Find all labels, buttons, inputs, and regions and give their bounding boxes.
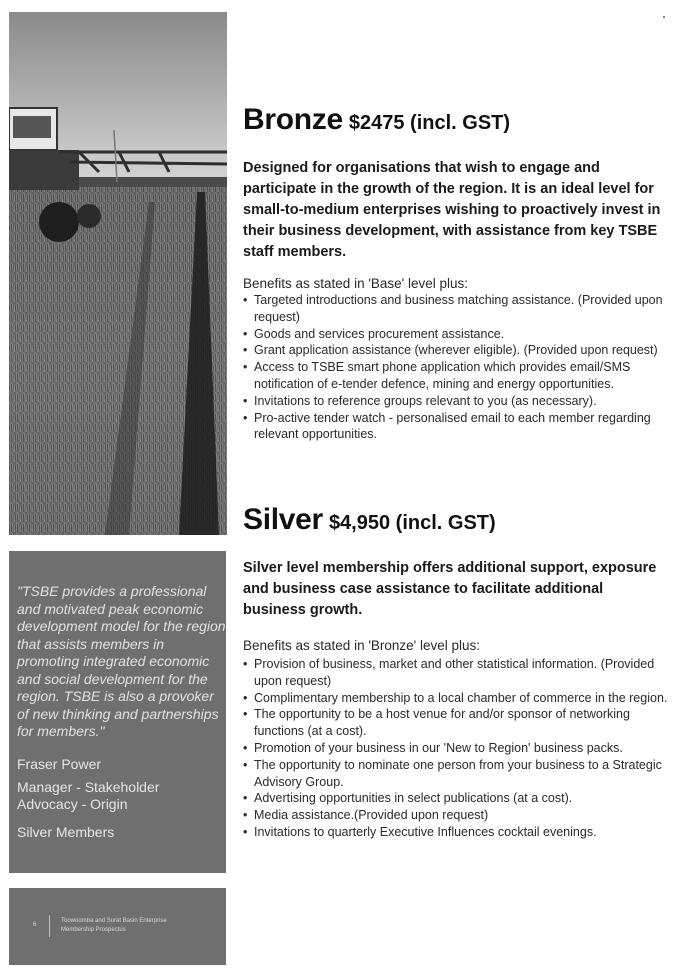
page-footer xyxy=(9,888,226,965)
bronze-price: $2475 (incl. GST) xyxy=(348,112,511,134)
list-item: • The opportunity to be a host venue for and/or sponsor of networking functions (at a cost). xyxy=(243,706,668,740)
testimonial-quote: "TSBE provides a professional and motivated peak economic development model for the region that assists members in promoting integrated economic and social development for the region. TSBE is also a provoker of new thinking and partnerships for members." xyxy=(17,583,226,739)
bronze-heading xyxy=(243,103,510,137)
footer-doc-title: Membership Prospectus xyxy=(61,927,126,933)
testimonial-name: Fraser Power xyxy=(17,756,102,772)
list-item: • Provision of business, market and other statistical information. (Provided upon request) xyxy=(243,656,668,690)
list-item: • The opportunity to nominate one person from your business to a Strategic Advisory Group. xyxy=(243,757,668,791)
bronze-benefits-list xyxy=(243,292,668,443)
list-item: • Invitations to quarterly Executive Influences cocktail evenings. xyxy=(243,824,668,841)
silver-benefits-list xyxy=(243,656,668,841)
corner-mark xyxy=(663,16,665,18)
silver-intro: Silver level membership offers additional support, exposure and business case assistance to facilitate additional business growth. xyxy=(243,560,657,618)
list-item: • Goods and services procurement assistance. xyxy=(243,326,668,343)
wheat-field-tractor-photo-icon xyxy=(9,12,227,535)
testimonial-box xyxy=(9,551,226,873)
silver-benefits-title: Benefits as stated in 'Bronze' level plus: xyxy=(243,638,481,653)
list-item: • Media assistance.(Provided upon request) xyxy=(243,807,668,824)
list-item: • Access to TSBE smart phone application which provides email/SMS notification of e-tender defence, mining and energy opportunities. xyxy=(243,359,668,393)
footer-org-name: Toowoomba and Surat Basin Enterprise xyxy=(61,918,167,924)
list-item: • Promotion of your business in our 'New to Region' business packs. xyxy=(243,740,668,757)
wheat-field-photo xyxy=(9,12,227,535)
bronze-benefits-title: Benefits as stated in 'Base' level plus: xyxy=(243,276,469,291)
list-item: • Targeted introductions and business matching assistance. (Provided upon request) xyxy=(243,292,668,326)
silver-price: $4,950 (incl. GST) xyxy=(328,512,496,534)
list-item: • Grant application assistance (wherever eligible). (Provided upon request) xyxy=(243,342,668,359)
bronze-tier-name: Bronze xyxy=(243,103,343,136)
list-item: • Invitations to reference groups relevant to you (as necessary). xyxy=(243,393,668,410)
footer-divider xyxy=(49,915,50,937)
testimonial-tier: Silver Members xyxy=(17,824,115,840)
bronze-intro: Designed for organisations that wish to engage and participate in the growth of the region. It is an ideal level for small-to-medium enterprises wishing to proactively invest in their business development, with assistance from key TSBE staff members. xyxy=(243,160,661,260)
silver-heading xyxy=(243,503,496,537)
testimonial-role: Manager - Stakeholder Advocacy - Origin xyxy=(17,779,160,812)
list-item: • Pro-active tender watch - personalised email to each member regarding relevant opportunities. xyxy=(243,410,668,444)
list-item: • Advertising opportunities in select publications (at a cost). xyxy=(243,790,668,807)
silver-tier-name: Silver xyxy=(243,503,323,536)
list-item: • Complimentary membership to a local chamber of commerce in the region. xyxy=(243,690,668,707)
page-number: 6 xyxy=(33,922,37,928)
